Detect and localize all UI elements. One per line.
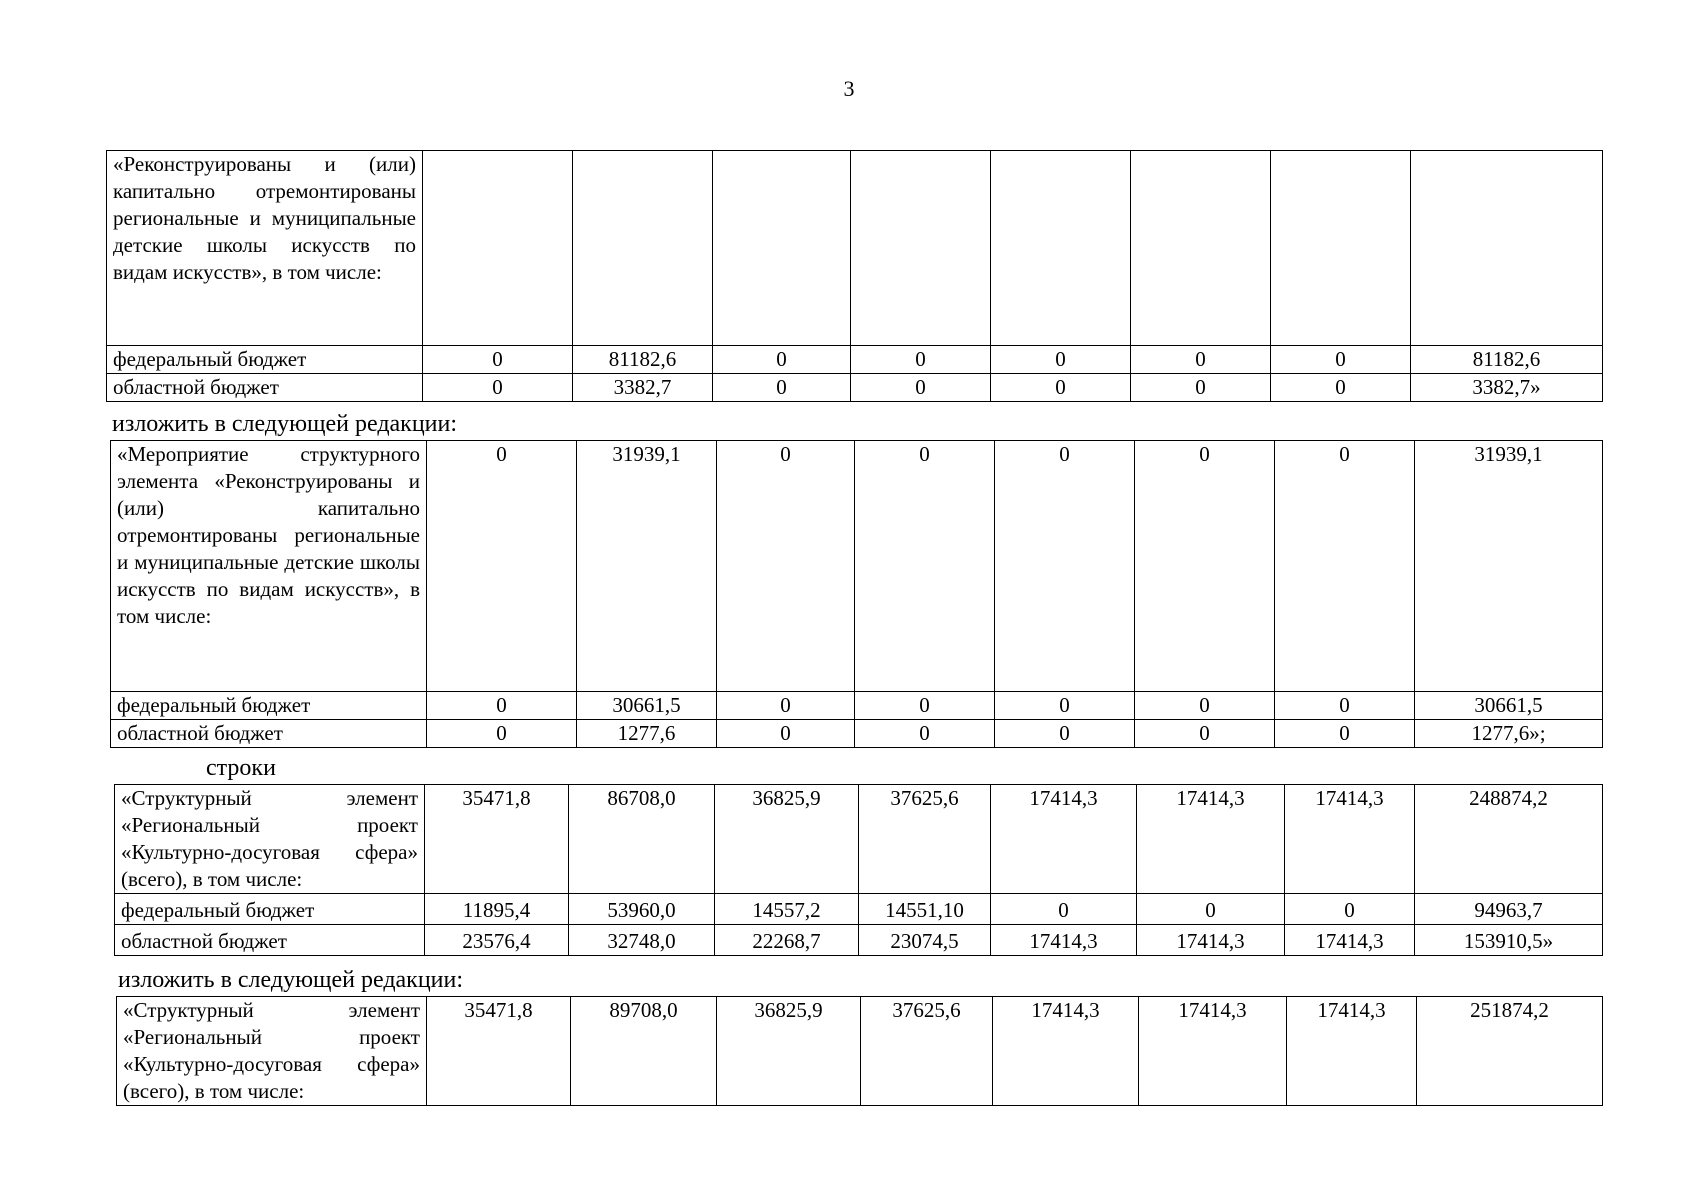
cell-value: 17414,3	[1139, 997, 1287, 1106]
table-row	[115, 894, 1603, 925]
cell-value: 81182,6	[1411, 346, 1603, 374]
cell-value: 0	[717, 441, 855, 692]
cell-value: 0	[1135, 720, 1275, 748]
cell-value: 30661,5	[577, 692, 717, 720]
caption-revision-2: изложить в следующей редакции:	[118, 967, 464, 993]
page-number: 3	[843, 76, 855, 101]
cell-value: 37625,6	[859, 785, 991, 894]
row-label: «Структурный элемент «Региональный проект «Культурно-досуговая сфера» (всего), в том числе:	[115, 785, 425, 894]
table-row	[117, 997, 1603, 1106]
cell-value: 17414,3	[1285, 925, 1415, 956]
cell-value: 17414,3	[991, 785, 1137, 894]
cell-value: 17414,3	[1137, 785, 1285, 894]
table-row	[107, 374, 1603, 402]
cell-value: 0	[427, 692, 577, 720]
cell-value: 17414,3	[1137, 925, 1285, 956]
cell-value: 0	[427, 720, 577, 748]
table-block-3	[114, 784, 1603, 956]
table-row	[115, 925, 1603, 956]
cell-value: 22268,7	[715, 925, 859, 956]
cell-value: 14551,10	[859, 894, 991, 925]
cell-value: 0	[995, 720, 1135, 748]
cell-value: 37625,6	[861, 997, 993, 1106]
table-block-4	[116, 996, 1603, 1106]
row-label: федеральный бюджет	[111, 692, 427, 720]
cell-value: 36825,9	[715, 785, 859, 894]
cell-value: 0	[855, 441, 995, 692]
cell-value: 0	[851, 346, 991, 374]
row-label: «Структурный элемент «Региональный проект «Культурно-досуговая сфера» (всего), в том числе:	[117, 997, 427, 1106]
cell-value: 251874,2	[1417, 997, 1603, 1106]
cell-value: 0	[1131, 346, 1271, 374]
cell-value: 35471,8	[427, 997, 571, 1106]
row-label: областной бюджет	[115, 925, 425, 956]
cell-value: 0	[717, 692, 855, 720]
cell-value: 0	[713, 374, 851, 402]
cell-value: 0	[995, 692, 1135, 720]
cell-value: 86708,0	[569, 785, 715, 894]
cell-value: 0	[851, 374, 991, 402]
cell-value: 31939,1	[577, 441, 717, 692]
cell-value: 153910,5»	[1415, 925, 1603, 956]
cell-value: 3382,7»	[1411, 374, 1603, 402]
table-row	[111, 441, 1603, 692]
cell-value: 0	[1137, 894, 1285, 925]
table-row	[111, 692, 1603, 720]
cell-value: 53960,0	[569, 894, 715, 925]
cell-value: 1277,6»;	[1415, 720, 1603, 748]
cell-value: 248874,2	[1415, 785, 1603, 894]
cell-value: 17414,3	[1287, 997, 1417, 1106]
row-label: «Реконструированы и (или) капитально отремонтированы региональные и муниципальные детские школы искусств по видам искусств», в том числе:	[107, 151, 423, 346]
cell-value: 89708,0	[571, 997, 717, 1106]
row-label: федеральный бюджет	[107, 346, 423, 374]
table-row	[115, 785, 1603, 894]
cell-value: 0	[427, 441, 577, 692]
cell-value: 0	[991, 374, 1131, 402]
cell-value: 0	[1131, 374, 1271, 402]
row-label: областной бюджет	[107, 374, 423, 402]
cell-value: 1277,6	[577, 720, 717, 748]
cell-value: 94963,7	[1415, 894, 1603, 925]
table-row	[107, 346, 1603, 374]
row-label: «Мероприятие структурного элемента «Реконструированы и (или) капитально отремонтированы региональные и муниципальные детские школы искусств по видам искусств», в том числе:	[111, 441, 427, 692]
row-label: областной бюджет	[111, 720, 427, 748]
table-row	[107, 151, 1603, 346]
cell-value: 32748,0	[569, 925, 715, 956]
cell-value: 30661,5	[1415, 692, 1603, 720]
cell-value: 17414,3	[1285, 785, 1415, 894]
table-block-1	[106, 150, 1603, 402]
table-row	[111, 720, 1603, 748]
cell-value: 23576,4	[425, 925, 569, 956]
cell-value: 35471,8	[425, 785, 569, 894]
cell-value: 0	[1271, 346, 1411, 374]
cell-value: 0	[995, 441, 1135, 692]
cell-value: 0	[1135, 441, 1275, 692]
cell-value: 17414,3	[993, 997, 1139, 1106]
cell-value: 0	[855, 692, 995, 720]
cell-value: 17414,3	[991, 925, 1137, 956]
cell-value: 0	[1285, 894, 1415, 925]
table-block-2	[110, 440, 1603, 748]
caption-lines: строки	[206, 755, 276, 781]
cell-value: 0	[991, 346, 1131, 374]
cell-value: 36825,9	[717, 997, 861, 1106]
caption-revision: изложить в следующей редакции:	[112, 411, 458, 437]
cell-value: 0	[1135, 692, 1275, 720]
cell-value: 23074,5	[859, 925, 991, 956]
cell-value: 0	[1275, 692, 1415, 720]
cell-value: 0	[1271, 374, 1411, 402]
cell-value: 14557,2	[715, 894, 859, 925]
cell-value: 11895,4	[425, 894, 569, 925]
cell-value: 3382,7	[573, 374, 713, 402]
cell-value: 0	[423, 374, 573, 402]
cell-value: 31939,1	[1415, 441, 1603, 692]
cell-value: 0	[855, 720, 995, 748]
cell-value: 0	[1275, 720, 1415, 748]
cell-value: 0	[1275, 441, 1415, 692]
cell-value: 0	[991, 894, 1137, 925]
row-label: федеральный бюджет	[115, 894, 425, 925]
cell-value: 0	[423, 346, 573, 374]
cell-value: 0	[713, 346, 851, 374]
cell-value: 81182,6	[573, 346, 713, 374]
cell-value: 0	[717, 720, 855, 748]
